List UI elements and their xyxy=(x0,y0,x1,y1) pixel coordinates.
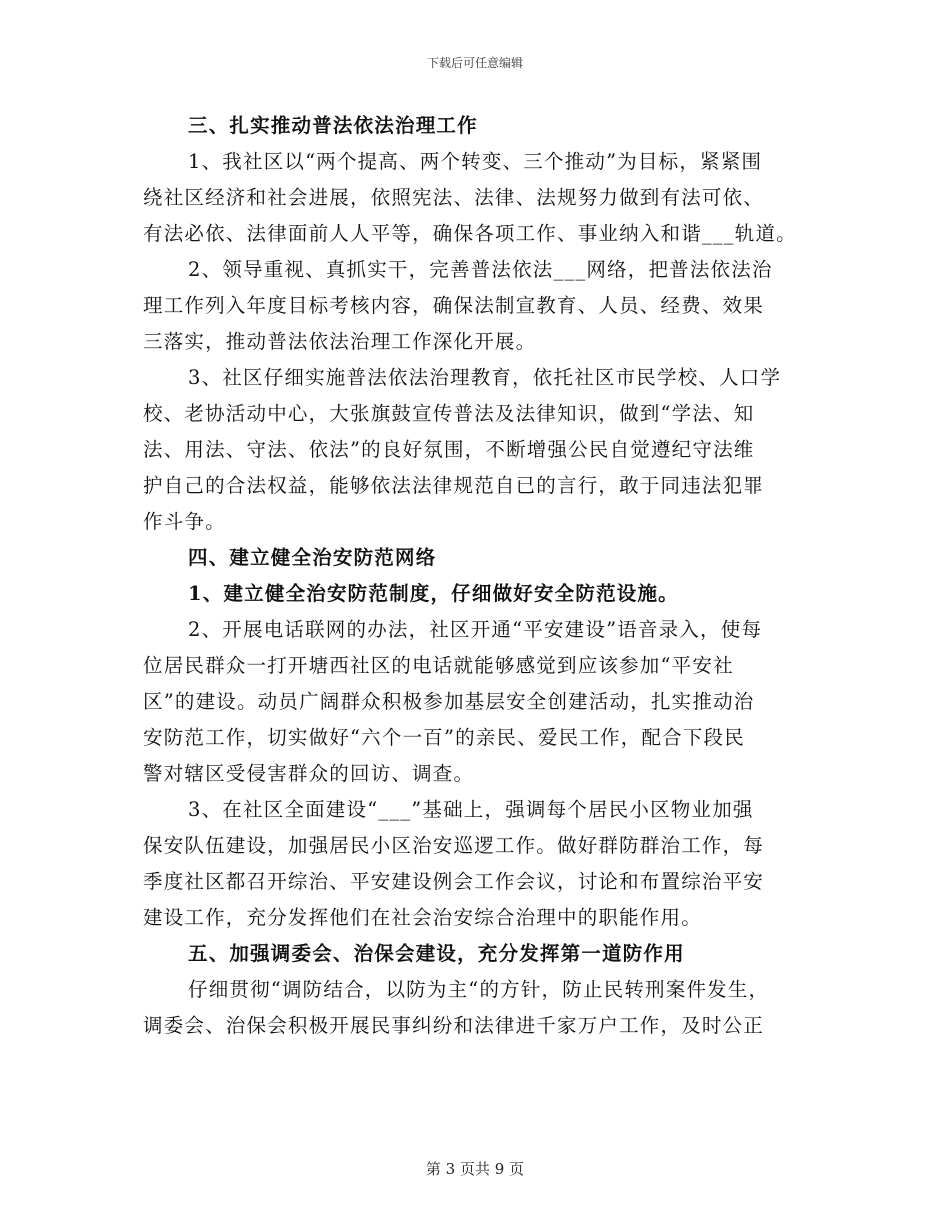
text-line: 仔细贯彻“调防结合，以防为主“的方针，防止民转刑案件发生， xyxy=(188,978,770,1001)
page-header: 下载后可任意编辑 xyxy=(426,56,523,70)
text-line: 安防范工作，切实做好“六个一百”的亲民、爱民工作，配合下段民 xyxy=(143,726,745,749)
text-line: 作斗争。 xyxy=(143,510,226,533)
text-line: 2、开展电话联网的办法，社区开通“平安建设”语音录入，使每 xyxy=(188,618,763,641)
text-line: 区”的建设。动员广阔群众积极参加基层安全创建活动，扎实推动治 xyxy=(143,690,755,713)
section-heading: 三、扎实推动普法依法治理工作 xyxy=(188,114,478,137)
text-line: 三落实，推动普法依法治理工作深化开展。 xyxy=(143,330,537,353)
document-body xyxy=(143,108,803,1044)
section-heading: 四、建立健全治安防范网络 xyxy=(188,546,437,569)
text-line: 建设工作，充分发挥他们在社会治安综合治理中的职能作用。 xyxy=(143,906,702,929)
text-line: 位居民群众一打开塘西社区的电话就能够感觉到应该参加“平安社 xyxy=(143,654,734,677)
text-line: 警对辖区受侵害群众的回访、调查。 xyxy=(143,762,475,785)
text-line: 绕社区经济和社会进展，依照宪法、法律、法规努力做到有法可依、 xyxy=(143,186,765,209)
text-line: 校、老协活动中心，大张旗鼓宣传普法及法律知识，做到“学法、知 xyxy=(143,402,755,425)
text-line: 有法必依、法律面前人人平等，确保各项工作、事业纳入和谐___轨道。 xyxy=(143,222,797,245)
text-line: 季度社区都召开综治、平安建设例会工作会议，讨论和布置综治平安 xyxy=(143,870,765,893)
text-line: 3、社区仔细实施普法依法治理教育，依托社区市民学校、人口学 xyxy=(188,366,782,389)
section-heading: 1、建立健全治安防范制度，仔细做好安全防范设施。 xyxy=(188,582,679,605)
section-heading: 五、加强调委会、治保会建设，充分发挥第一道防作用 xyxy=(188,942,685,965)
text-line: 理工作列入年度目标考核内容，确保法制宣教育、人员、经费、效果 xyxy=(143,294,765,317)
text-line: 1、我社区以“两个提高、两个转变、三个推动”为目标，紧紧围 xyxy=(188,150,763,173)
text-line: 法、用法、守法、依法”的良好氛围，不断增强公民自觉遵纪守法维 xyxy=(143,438,755,461)
text-line: 调委会、治保会积极开展民事纠纷和法律进千家万户工作，及时公正 xyxy=(143,1014,765,1037)
text-line: 3、在社区全面建设“___”基础上，强调每个居民小区物业加强 xyxy=(188,798,754,821)
page-number: 第 3 页共 9 页 xyxy=(425,1160,525,1178)
text-line: 护自己的合法权益，能够依法法律规范自已的言行，敢于同违法犯罪 xyxy=(143,474,765,497)
text-line: 2、领导重视、真抓实干，完善普法依法___网络，把普法依法治 xyxy=(188,258,773,281)
text-line: 保安队伍建设，加强居民小区治安巡逻工作。做好群防群治工作，每 xyxy=(143,834,765,857)
